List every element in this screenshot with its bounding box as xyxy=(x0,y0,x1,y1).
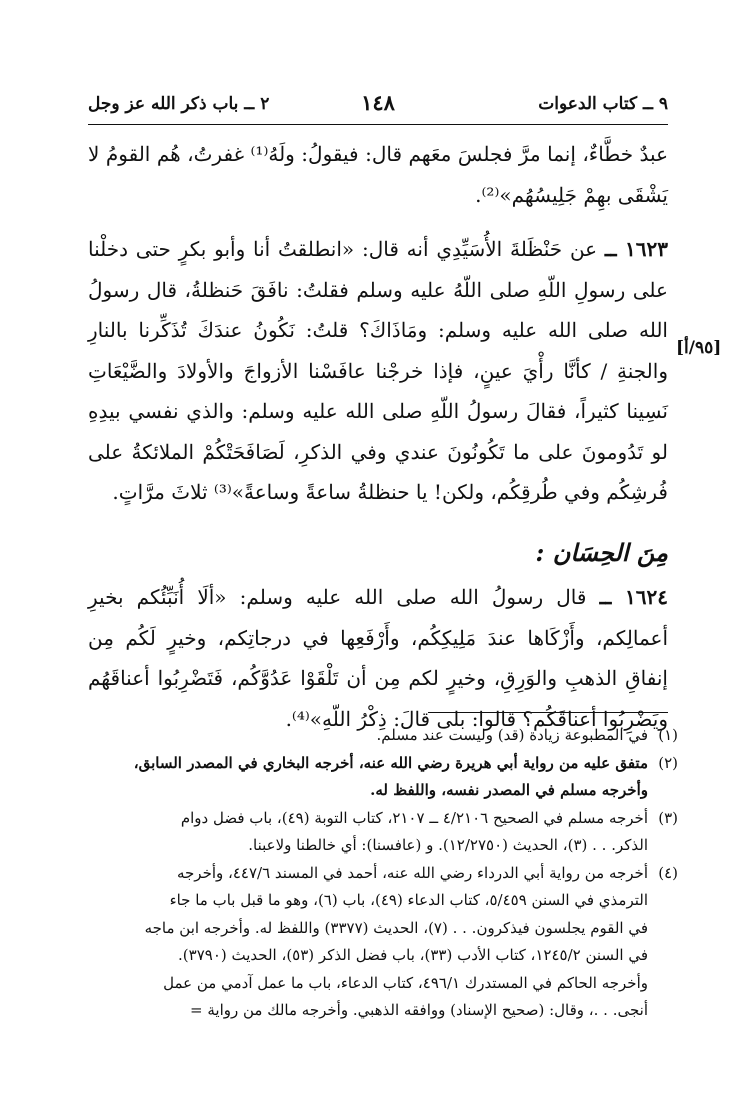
footnote-line: أخرجه من رواية أبي الدرداء رضي الله عنه، أحمد في المسند ٤٤٧/٦، وأخرجه xyxy=(176,863,648,882)
footnote-line: الذكر. . . (٣)، الحديث (١٢/٢٧٥٠). و (عافسنا): أي خالطنا ولاعبنا. xyxy=(248,836,648,854)
hadith-1624 xyxy=(88,577,668,739)
footnote xyxy=(88,805,678,860)
footnote-number: (٣) xyxy=(658,808,678,827)
footnote-line: أنجى. . .، وقال: (صحيح الإسناد) ووافقه الذهبي. وأخرجه مالك من رواية = xyxy=(190,1001,648,1019)
section-heading: ٢ ــ باب ذكر الله عز وجل xyxy=(88,94,270,114)
footnote-line: وأخرجه مسلم في المصدر نفسه، واللفظ له. xyxy=(370,781,648,799)
page-header xyxy=(88,90,668,122)
footnote xyxy=(88,722,678,750)
main-text xyxy=(88,134,668,739)
footnote-line: الترمذي في السنن ٥/٤٥٩، كتاب الدعاء (٤٩)، باب (٦)، وهو ما قبل باب ما جاء xyxy=(169,891,648,909)
footnote-line: متفق عليه من رواية أبي هريرة رضي الله عنه، أخرجه البخاري في المصدر السابق، xyxy=(133,753,648,772)
paragraph-continuation: عبدٌ خطَّاءٌ، إنما مرَّ فجلسَ معَهم قال: فيقولُ: ولَهُ⁽¹⁾ غفرتُ، هُم القومُ لا يَشْقَى بهِمْ جَلِيسُهُم»⁽²⁾. xyxy=(88,142,668,207)
hadith-text: قال رسولُ الله صلى الله عليه وسلم: «ألَا أُنَبِّئُكم بخيرِ أعمالِكم، وأَزْكَاها عندَ مَلِيكِكُم، وأَرْفَعِها في درجاتِكم، وخيرٍ لَكُم مِن إنفاقِ الذهبِ والوَرِقِ، وخيرٍ لكم مِن أن تَلْقَوْا عَدُوَّكُم، فَتَضْرِبُوا أعناقَهُم ويَضْرِبُوا أعناقَكُم؟ قالوا: بلى قالَ: ذِكْرُ اللّهِ»⁽⁴⁾. xyxy=(88,585,668,731)
footnote-line: أخرجه مسلم في الصحيح ٤/٢١٠٦ ــ ٢١٠٧، كتاب التوبة (٤٩)، باب فضل دوام xyxy=(180,808,648,827)
section-title: مِنَ الحِسَان : xyxy=(535,537,668,567)
hadith-1623 xyxy=(88,229,668,513)
hadith-text: عن حَنْظَلةَ الأُسَيِّدِي أنه قال: «انطلقتُ أنا وأبو بكرٍ حتى دخلْنا على رسولِ اللّهِ صلى اللّهُ عليه وسلم فقلتُ: نافَقَ حَنظلةُ، قال رسولُ الله صلى الله عليه وسلم: ومَاذَاكَ؟ قلتُ: نَكُونُ عندَكَ تُذَكِّرنا بالنارِ والجنةِ / كأنَّا رأْيَ عينٍ، فإذا خرجْنا عافَسْنا الأزواجَ والأولادَ والضَّيْعَاتِ نَسِينا كثيراً، فقالَ رسولُ اللّهِ صلى الله عليه وسلم: والذي نفسي بيدِهِ لو تَدُومونَ على ما تَكُونُونَ عندي وفي الذكرِ، لَصَافَحَتْكُمْ الملائكةُ على فُرشِكُم وفي طُرقِكُم، ولكن! يا حنظلةُ ساعةً وساعةً»⁽³⁾ ثلاثَ مرَّاتٍ. xyxy=(88,237,668,504)
manuscript-folio-marker: [٩٥/أ] xyxy=(676,338,722,358)
footnote-line: في القوم يجلسون فيذكرون. . . (٧)، الحديث (٣٣٧٧) واللفظ له. وأخرجه ابن ماجه xyxy=(144,918,648,937)
page-number: ١٤٨ xyxy=(361,90,395,115)
chapter-title: ٩ ــ كتاب الدعوات xyxy=(538,94,668,114)
footnote-divider xyxy=(428,712,668,713)
footnotes xyxy=(88,722,678,1025)
footnote-number: (٤) xyxy=(658,863,678,882)
header-divider xyxy=(88,124,668,125)
footnote xyxy=(88,750,678,805)
hadith-number: ١٦٢٤ ــ xyxy=(599,585,669,609)
footnote-line: في السنن ١٢٤٥/٢، كتاب الأدب (٣٣)، باب فضل الذكر (٥٣)، الحديث (٣٧٩٠). xyxy=(178,946,648,964)
footnote-number: (١) xyxy=(658,726,678,744)
footnote-number: (٢) xyxy=(658,753,678,772)
footnote-line: في المطبوعة زيادة (قد) وليست عند مسلم. xyxy=(376,726,648,744)
footnote xyxy=(88,860,678,1025)
hadith-number: ١٦٢٣ ــ xyxy=(604,237,669,261)
footnote-line: وأخرجه الحاكم في المستدرك ٤٩٦/١، كتاب الدعاء، باب ما عمل آدمي من عمل xyxy=(163,973,648,992)
